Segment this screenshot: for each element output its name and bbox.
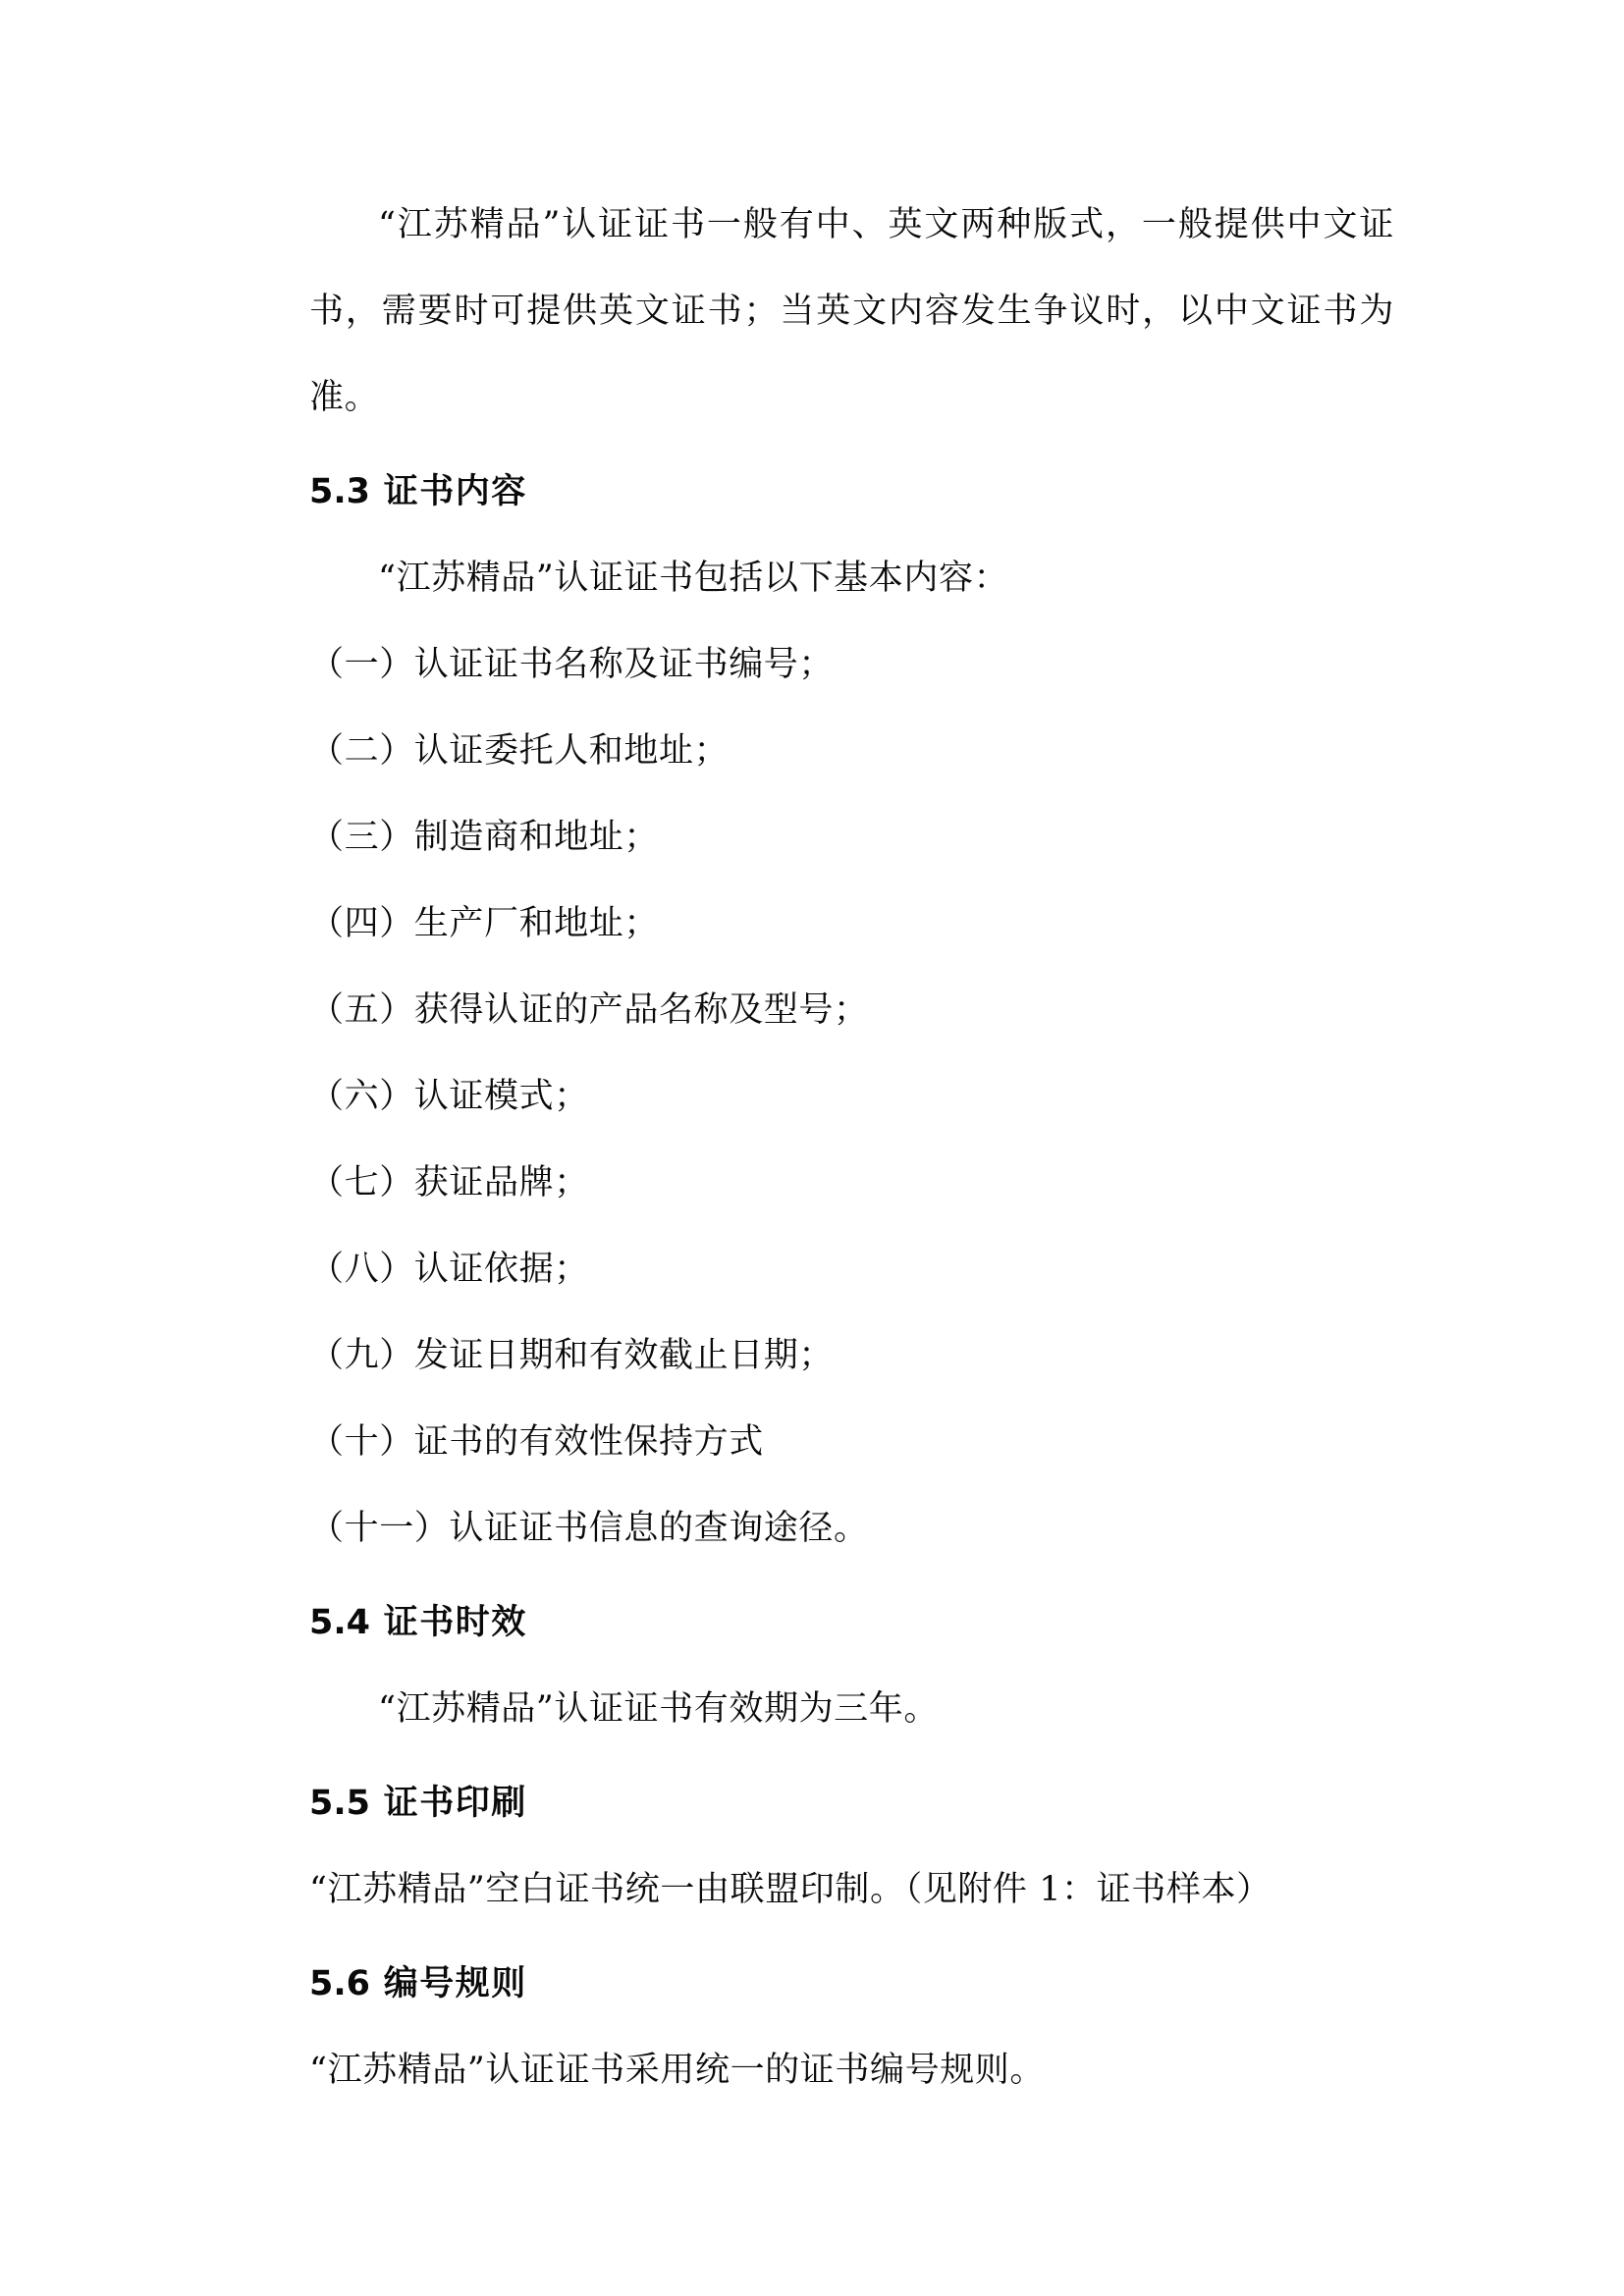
list-item: （八）认证依据； <box>309 1250 589 1289</box>
heading-5-5 <box>309 1760 1394 1846</box>
list-item: （二）认证委托人和地址； <box>309 731 730 771</box>
intro-paragraph: “江苏精品”认证证书一般有中、英文两种版式，一般提供中文证书，需要时可提供英文证书；当英文内容发生争议时，以中文证书为准。 <box>309 205 1394 417</box>
heading-5-4 <box>309 1579 1394 1666</box>
list-item: （四）生产厂和地址； <box>309 904 660 943</box>
list-item: （九）发证日期和有效截止日期； <box>309 1336 835 1375</box>
list-item: （十一）认证证书信息的查询途径。 <box>309 1509 869 1548</box>
heading-5-6 <box>309 1941 1394 2027</box>
heading-5-4-title: 证书时效 <box>383 1602 527 1642</box>
heading-5-6-number: 5.6 <box>309 1964 371 2003</box>
heading-5-6-title: 编号规则 <box>383 1963 527 2003</box>
heading-5-5-number: 5.5 <box>309 1784 371 1823</box>
section-5-6-lead: “江苏精品”认证证书采用统一的证书编号规则。 <box>309 2051 1045 2090</box>
heading-5-3-number: 5.3 <box>309 472 371 511</box>
list-item: （一）认证证书名称及证书编号； <box>309 645 835 684</box>
page-content <box>309 182 1394 2113</box>
heading-5-5-title: 证书印刷 <box>383 1783 527 1823</box>
heading-5-3-title: 证书内容 <box>383 471 527 511</box>
list-item: （五）获得认证的产品名称及型号； <box>309 990 869 1030</box>
section-5-4-lead: “江苏精品”认证证书有效期为三年。 <box>378 1689 939 1729</box>
section-5-5-lead: “江苏精品”空白证书统一由联盟印制。（见附件 1：证书样本） <box>309 1870 1272 1909</box>
heading-5-3 <box>309 449 1394 535</box>
list-item: （六）认证模式； <box>309 1077 589 1116</box>
list-item: （三）制造商和地址； <box>309 818 660 857</box>
heading-5-4-number: 5.4 <box>309 1603 371 1642</box>
list-item: （十）证书的有效性保持方式 <box>309 1422 764 1462</box>
list-item: （七）获证品牌； <box>309 1163 589 1202</box>
section-5-3-lead: “江苏精品”认证证书包括以下基本内容： <box>378 559 1009 598</box>
